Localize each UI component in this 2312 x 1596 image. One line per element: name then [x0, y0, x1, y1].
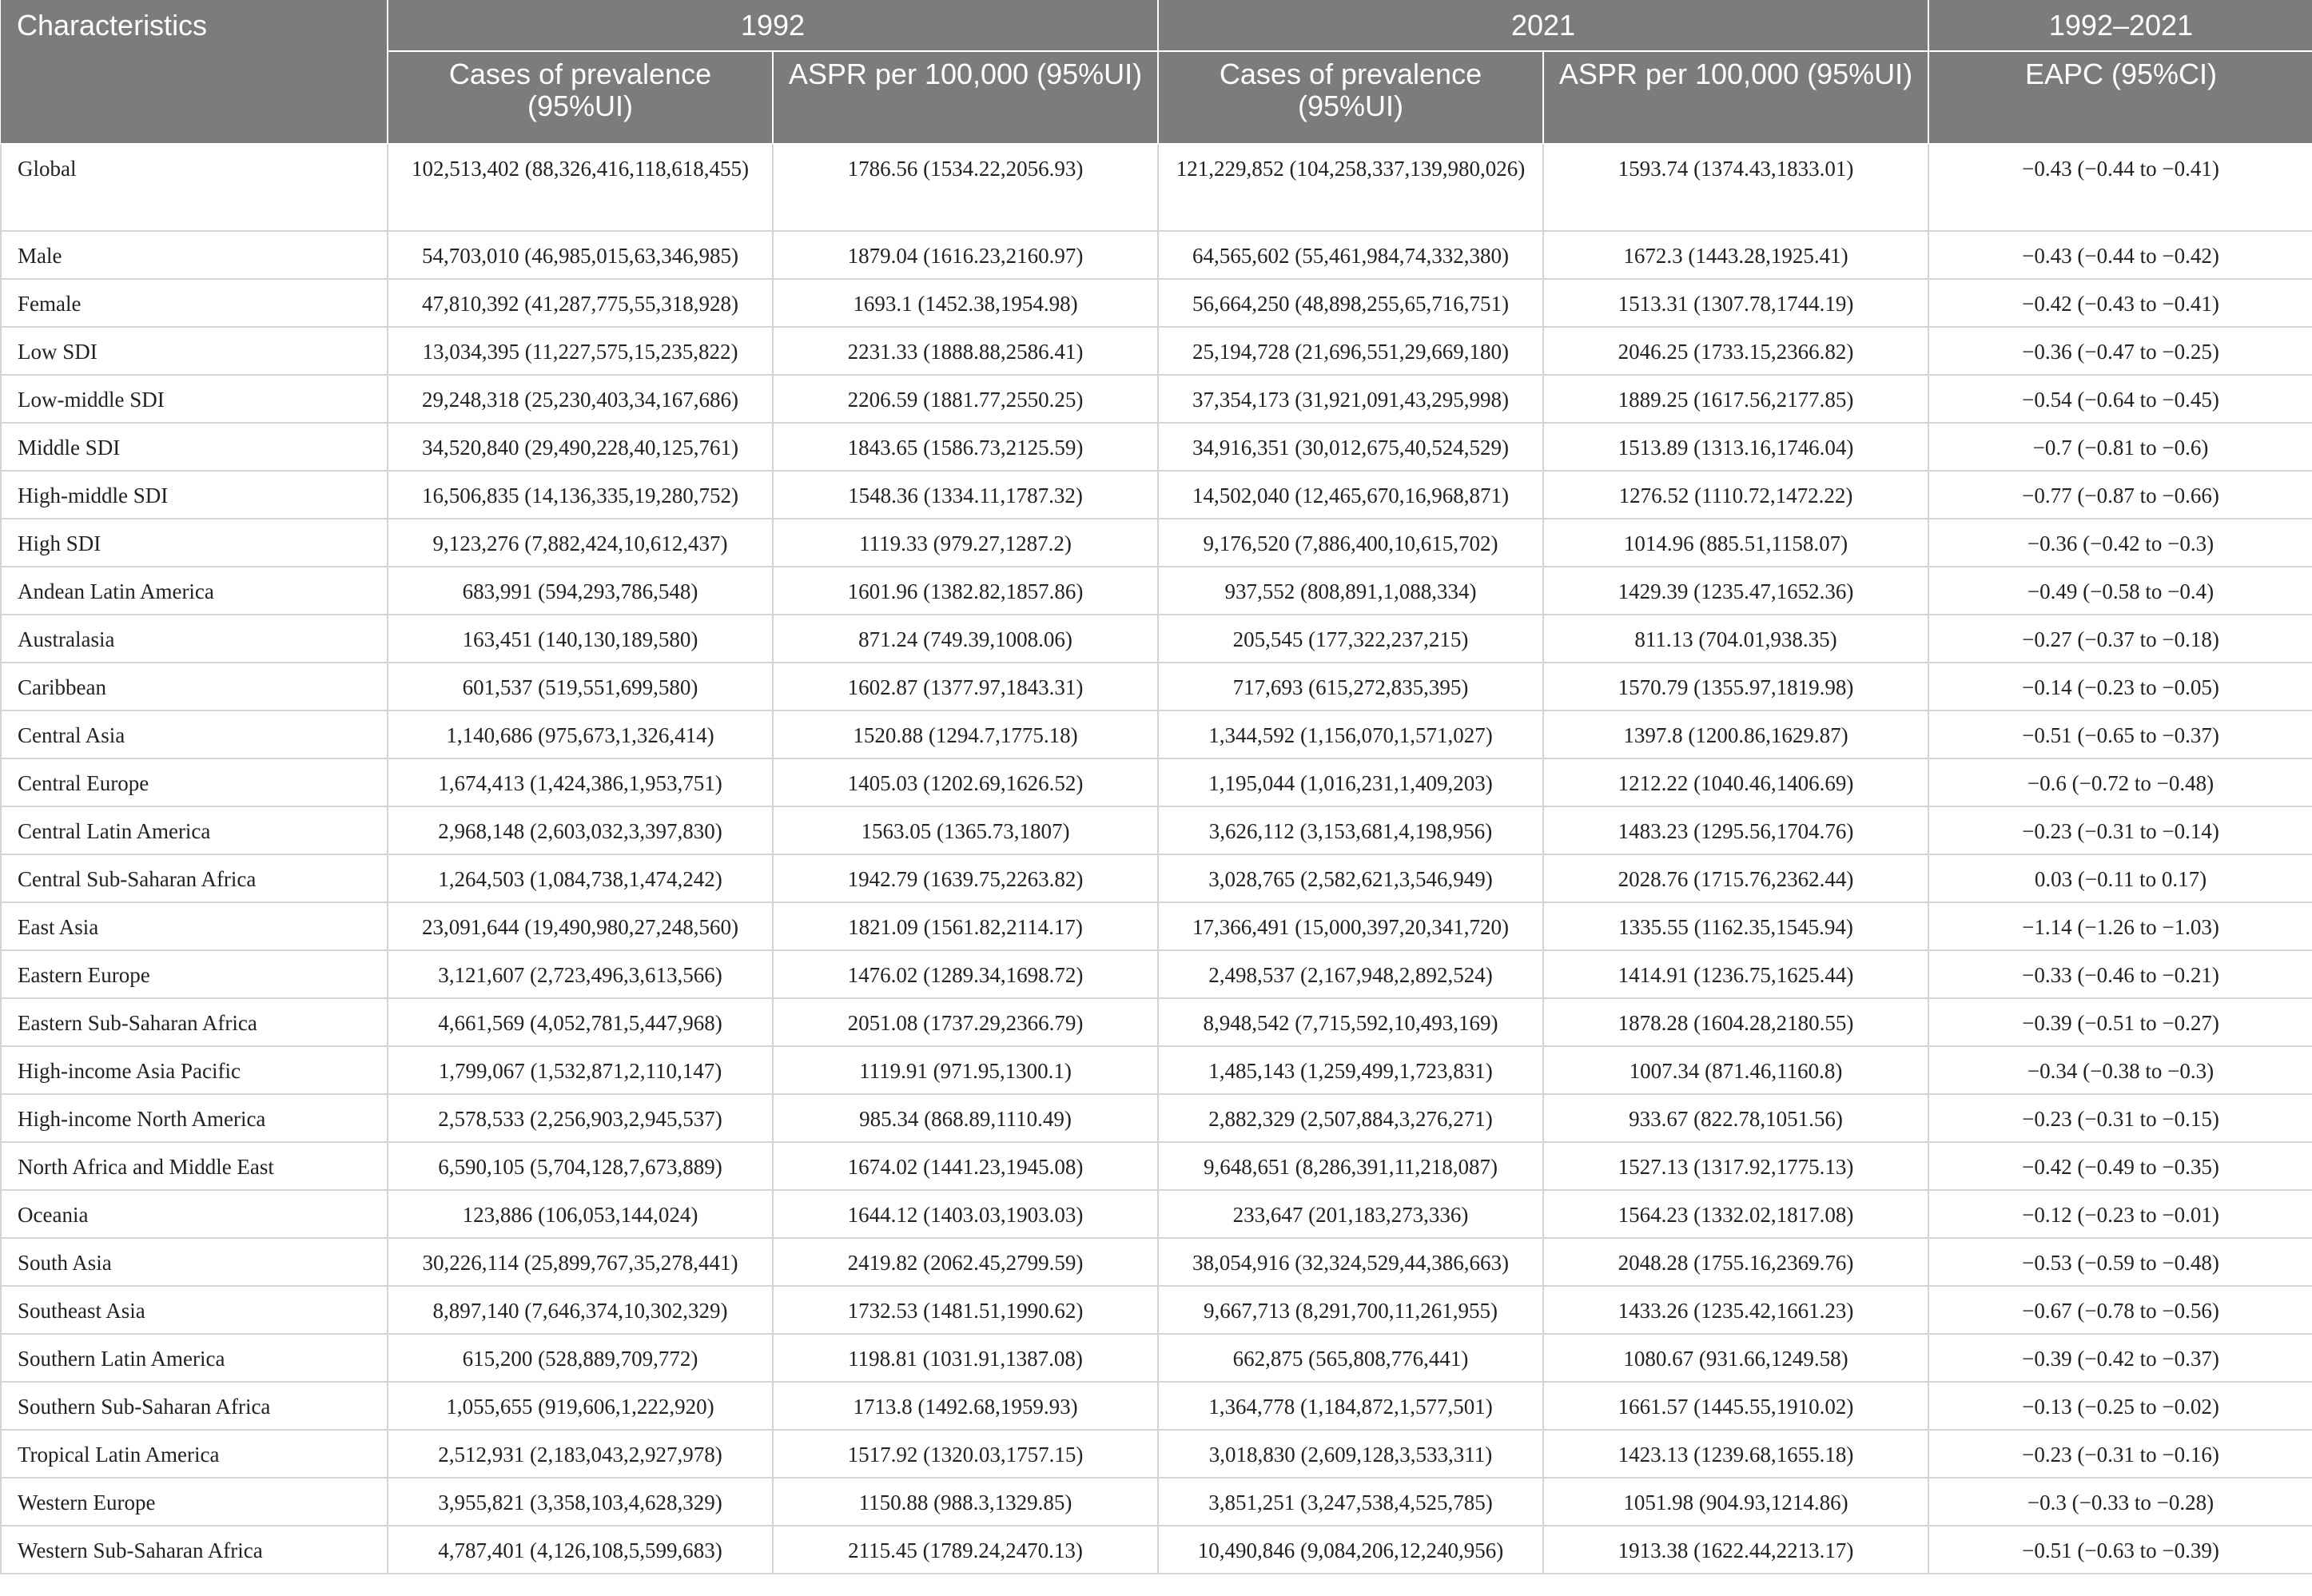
cell-eapc: −0.7 (−0.81 to −0.6) — [1928, 423, 2312, 471]
cell-cases-2021: 34,916,351 (30,012,675,40,524,529) — [1158, 423, 1543, 471]
cell-eapc: −0.39 (−0.51 to −0.27) — [1928, 998, 2312, 1046]
cell-aspr-1992: 2051.08 (1737.29,2366.79) — [773, 998, 1158, 1046]
cell-aspr-1992: 1119.33 (979.27,1287.2) — [773, 519, 1158, 567]
cell-aspr-2021: 1014.96 (885.51,1158.07) — [1543, 519, 1928, 567]
table-row — [1, 327, 2312, 375]
cell-aspr-1992: 1602.87 (1377.97,1843.31) — [773, 663, 1158, 710]
cell-eapc: 0.03 (−0.11 to 0.17) — [1928, 854, 2312, 902]
cell-cases-2021: 121,229,852 (104,258,337,139,980,026) — [1158, 144, 1543, 231]
cell-eapc: −0.42 (−0.49 to −0.35) — [1928, 1142, 2312, 1190]
cell-cases-2021: 1,485,143 (1,259,499,1,723,831) — [1158, 1046, 1543, 1094]
cell-eapc: −0.23 (−0.31 to −0.14) — [1928, 806, 2312, 854]
table-row — [1, 663, 2312, 710]
cell-aspr-2021: 2046.25 (1733.15,2366.82) — [1543, 327, 1928, 375]
cell-cases-1992: 2,512,931 (2,183,043,2,927,978) — [388, 1430, 773, 1478]
cell-cases-2021: 64,565,602 (55,461,984,74,332,380) — [1158, 231, 1543, 279]
row-characteristic: High-income Asia Pacific — [1, 1046, 388, 1094]
table-row — [1, 1382, 2312, 1430]
cell-cases-2021: 233,647 (201,183,273,336) — [1158, 1190, 1543, 1238]
cell-aspr-1992: 1942.79 (1639.75,2263.82) — [773, 854, 1158, 902]
cell-aspr-2021: 1007.34 (871.46,1160.8) — [1543, 1046, 1928, 1094]
cell-aspr-2021: 1593.74 (1374.43,1833.01) — [1543, 144, 1928, 231]
table-row — [1, 615, 2312, 663]
row-characteristic: High SDI — [1, 519, 388, 567]
row-characteristic: Eastern Europe — [1, 950, 388, 998]
cell-aspr-2021: 2048.28 (1755.16,2369.76) — [1543, 1238, 1928, 1286]
cell-aspr-2021: 1414.91 (1236.75,1625.44) — [1543, 950, 1928, 998]
cell-cases-1992: 615,200 (528,889,709,772) — [388, 1334, 773, 1382]
cell-cases-1992: 54,703,010 (46,985,015,63,346,985) — [388, 231, 773, 279]
table-row — [1, 806, 2312, 854]
cell-aspr-1992: 1786.56 (1534.22,2056.93) — [773, 144, 1158, 231]
cell-aspr-2021: 1564.23 (1332.02,1817.08) — [1543, 1190, 1928, 1238]
row-characteristic: Central Asia — [1, 710, 388, 758]
cell-eapc: −0.14 (−0.23 to −0.05) — [1928, 663, 2312, 710]
cell-cases-2021: 38,054,916 (32,324,529,44,386,663) — [1158, 1238, 1543, 1286]
table-row — [1, 144, 2312, 231]
table-row — [1, 1142, 2312, 1190]
cell-cases-1992: 123,886 (106,053,144,024) — [388, 1190, 773, 1238]
table-row — [1, 375, 2312, 423]
row-characteristic: Male — [1, 231, 388, 279]
cell-aspr-1992: 1548.36 (1334.11,1787.32) — [773, 471, 1158, 519]
cell-eapc: −0.51 (−0.63 to −0.39) — [1928, 1526, 2312, 1574]
cell-eapc: −0.34 (−0.38 to −0.3) — [1928, 1046, 2312, 1094]
cell-cases-1992: 1,264,503 (1,084,738,1,474,242) — [388, 854, 773, 902]
cell-eapc: −0.49 (−0.58 to −0.4) — [1928, 567, 2312, 615]
table-row — [1, 1094, 2312, 1142]
cell-cases-1992: 8,897,140 (7,646,374,10,302,329) — [388, 1286, 773, 1334]
cell-eapc: −0.53 (−0.59 to −0.48) — [1928, 1238, 2312, 1286]
cell-aspr-2021: 1672.3 (1443.28,1925.41) — [1543, 231, 1928, 279]
cell-eapc: −0.23 (−0.31 to −0.16) — [1928, 1430, 2312, 1478]
header-year-2021: 2021 — [1158, 0, 1928, 51]
cell-aspr-2021: 1051.98 (904.93,1214.86) — [1543, 1478, 1928, 1526]
cell-cases-2021: 3,028,765 (2,582,621,3,546,949) — [1158, 854, 1543, 902]
cell-eapc: −0.23 (−0.31 to −0.15) — [1928, 1094, 2312, 1142]
cell-cases-1992: 683,991 (594,293,786,548) — [388, 567, 773, 615]
cell-cases-2021: 1,364,778 (1,184,872,1,577,501) — [1158, 1382, 1543, 1430]
cell-aspr-2021: 1570.79 (1355.97,1819.98) — [1543, 663, 1928, 710]
cell-aspr-1992: 1563.05 (1365.73,1807) — [773, 806, 1158, 854]
table-row — [1, 1430, 2312, 1478]
row-characteristic: Western Europe — [1, 1478, 388, 1526]
cell-cases-1992: 16,506,835 (14,136,335,19,280,752) — [388, 471, 773, 519]
cell-cases-2021: 8,948,542 (7,715,592,10,493,169) — [1158, 998, 1543, 1046]
row-characteristic: Australasia — [1, 615, 388, 663]
cell-cases-2021: 205,545 (177,322,237,215) — [1158, 615, 1543, 663]
cell-aspr-2021: 1513.89 (1313.16,1746.04) — [1543, 423, 1928, 471]
cell-eapc: −0.36 (−0.47 to −0.25) — [1928, 327, 2312, 375]
cell-aspr-1992: 1693.1 (1452.38,1954.98) — [773, 279, 1158, 327]
cell-cases-2021: 2,498,537 (2,167,948,2,892,524) — [1158, 950, 1543, 998]
cell-cases-1992: 3,121,607 (2,723,496,3,613,566) — [388, 950, 773, 998]
cell-cases-2021: 14,502,040 (12,465,670,16,968,871) — [1158, 471, 1543, 519]
cell-cases-1992: 163,451 (140,130,189,580) — [388, 615, 773, 663]
row-characteristic: East Asia — [1, 902, 388, 950]
row-characteristic: South Asia — [1, 1238, 388, 1286]
cell-aspr-2021: 933.67 (822.78,1051.56) — [1543, 1094, 1928, 1142]
cell-eapc: −0.27 (−0.37 to −0.18) — [1928, 615, 2312, 663]
row-characteristic: Tropical Latin America — [1, 1430, 388, 1478]
cell-aspr-1992: 1476.02 (1289.34,1698.72) — [773, 950, 1158, 998]
header-cases-2021: Cases of prevalence (95%UI) — [1158, 51, 1543, 144]
cell-eapc: −0.39 (−0.42 to −0.37) — [1928, 1334, 2312, 1382]
cell-aspr-1992: 2206.59 (1881.77,2550.25) — [773, 375, 1158, 423]
cell-aspr-1992: 985.34 (868.89,1110.49) — [773, 1094, 1158, 1142]
header-aspr-2021: ASPR per 100,000 (95%UI) — [1543, 51, 1928, 144]
header-aspr-1992: ASPR per 100,000 (95%UI) — [773, 51, 1158, 144]
cell-aspr-2021: 1276.52 (1110.72,1472.22) — [1543, 471, 1928, 519]
cell-aspr-2021: 1335.55 (1162.35,1545.94) — [1543, 902, 1928, 950]
table-header — [1, 0, 2312, 144]
cell-eapc: −1.14 (−1.26 to −1.03) — [1928, 902, 2312, 950]
cell-aspr-2021: 1212.22 (1040.46,1406.69) — [1543, 758, 1928, 806]
row-characteristic: Southern Sub-Saharan Africa — [1, 1382, 388, 1430]
cell-cases-2021: 17,366,491 (15,000,397,20,341,720) — [1158, 902, 1543, 950]
cell-aspr-2021: 1080.67 (931.66,1249.58) — [1543, 1334, 1928, 1382]
cell-aspr-1992: 1198.81 (1031.91,1387.08) — [773, 1334, 1158, 1382]
cell-aspr-1992: 1644.12 (1403.03,1903.03) — [773, 1190, 1158, 1238]
cell-cases-2021: 10,490,846 (9,084,206,12,240,956) — [1158, 1526, 1543, 1574]
cell-aspr-2021: 1878.28 (1604.28,2180.55) — [1543, 998, 1928, 1046]
cell-cases-2021: 3,626,112 (3,153,681,4,198,956) — [1158, 806, 1543, 854]
header-eapc: EAPC (95%CI) — [1928, 51, 2312, 144]
cell-eapc: −0.3 (−0.33 to −0.28) — [1928, 1478, 2312, 1526]
cell-cases-1992: 9,123,276 (7,882,424,10,612,437) — [388, 519, 773, 567]
cell-eapc: −0.36 (−0.42 to −0.3) — [1928, 519, 2312, 567]
header-characteristics: Characteristics — [1, 0, 388, 144]
cell-cases-1992: 1,799,067 (1,532,871,2,110,147) — [388, 1046, 773, 1094]
table-row — [1, 279, 2312, 327]
row-characteristic: Eastern Sub-Saharan Africa — [1, 998, 388, 1046]
cell-cases-2021: 717,693 (615,272,835,395) — [1158, 663, 1543, 710]
header-cases-1992: Cases of prevalence (95%UI) — [388, 51, 773, 144]
cell-aspr-2021: 1433.26 (1235.42,1661.23) — [1543, 1286, 1928, 1334]
cell-cases-2021: 1,195,044 (1,016,231,1,409,203) — [1158, 758, 1543, 806]
table-row — [1, 519, 2312, 567]
table-row — [1, 1286, 2312, 1334]
cell-aspr-1992: 2231.33 (1888.88,2586.41) — [773, 327, 1158, 375]
header-range: 1992–2021 — [1928, 0, 2312, 51]
table-row — [1, 1478, 2312, 1526]
cell-cases-1992: 2,968,148 (2,603,032,3,397,830) — [388, 806, 773, 854]
row-characteristic: North Africa and Middle East — [1, 1142, 388, 1190]
cell-cases-2021: 2,882,329 (2,507,884,3,276,271) — [1158, 1094, 1543, 1142]
cell-aspr-1992: 2115.45 (1789.24,2470.13) — [773, 1526, 1158, 1574]
cell-cases-1992: 34,520,840 (29,490,228,40,125,761) — [388, 423, 773, 471]
cell-aspr-2021: 811.13 (704.01,938.35) — [1543, 615, 1928, 663]
cell-cases-1992: 2,578,533 (2,256,903,2,945,537) — [388, 1094, 773, 1142]
table-row — [1, 950, 2312, 998]
table-row — [1, 902, 2312, 950]
cell-aspr-1992: 1517.92 (1320.03,1757.15) — [773, 1430, 1158, 1478]
table-row — [1, 1238, 2312, 1286]
cell-eapc: −0.33 (−0.46 to −0.21) — [1928, 950, 2312, 998]
row-characteristic: High-income North America — [1, 1094, 388, 1142]
row-characteristic: Female — [1, 279, 388, 327]
table-row — [1, 471, 2312, 519]
header-year-1992: 1992 — [388, 0, 1158, 51]
cell-aspr-2021: 1527.13 (1317.92,1775.13) — [1543, 1142, 1928, 1190]
cell-aspr-2021: 1913.38 (1622.44,2213.17) — [1543, 1526, 1928, 1574]
cell-aspr-1992: 1150.88 (988.3,1329.85) — [773, 1478, 1158, 1526]
cell-eapc: −0.13 (−0.25 to −0.02) — [1928, 1382, 2312, 1430]
cell-aspr-2021: 2028.76 (1715.76,2362.44) — [1543, 854, 1928, 902]
row-characteristic: Central Sub-Saharan Africa — [1, 854, 388, 902]
cell-aspr-2021: 1661.57 (1445.55,1910.02) — [1543, 1382, 1928, 1430]
table-body — [1, 144, 2312, 1574]
table-row — [1, 854, 2312, 902]
cell-cases-2021: 9,176,520 (7,886,400,10,615,702) — [1158, 519, 1543, 567]
row-characteristic: Southern Latin America — [1, 1334, 388, 1382]
cell-aspr-1992: 1405.03 (1202.69,1626.52) — [773, 758, 1158, 806]
row-characteristic: Caribbean — [1, 663, 388, 710]
row-characteristic: Middle SDI — [1, 423, 388, 471]
row-characteristic: Southeast Asia — [1, 1286, 388, 1334]
cell-cases-2021: 662,875 (565,808,776,441) — [1158, 1334, 1543, 1382]
cell-eapc: −0.77 (−0.87 to −0.66) — [1928, 471, 2312, 519]
cell-cases-1992: 30,226,114 (25,899,767,35,278,441) — [388, 1238, 773, 1286]
cell-cases-1992: 6,590,105 (5,704,128,7,673,889) — [388, 1142, 773, 1190]
cell-eapc: −0.67 (−0.78 to −0.56) — [1928, 1286, 2312, 1334]
cell-aspr-1992: 1520.88 (1294.7,1775.18) — [773, 710, 1158, 758]
cell-aspr-1992: 1821.09 (1561.82,2114.17) — [773, 902, 1158, 950]
cell-cases-1992: 1,140,686 (975,673,1,326,414) — [388, 710, 773, 758]
table-row — [1, 231, 2312, 279]
cell-cases-2021: 937,552 (808,891,1,088,334) — [1158, 567, 1543, 615]
cell-aspr-1992: 1843.65 (1586.73,2125.59) — [773, 423, 1158, 471]
table-row — [1, 1046, 2312, 1094]
cell-aspr-1992: 2419.82 (2062.45,2799.59) — [773, 1238, 1158, 1286]
cell-aspr-2021: 1483.23 (1295.56,1704.76) — [1543, 806, 1928, 854]
cell-aspr-1992: 1601.96 (1382.82,1857.86) — [773, 567, 1158, 615]
row-characteristic: Western Sub-Saharan Africa — [1, 1526, 388, 1574]
cell-cases-1992: 13,034,395 (11,227,575,15,235,822) — [388, 327, 773, 375]
cell-eapc: −0.42 (−0.43 to −0.41) — [1928, 279, 2312, 327]
cell-eapc: −0.51 (−0.65 to −0.37) — [1928, 710, 2312, 758]
row-characteristic: Central Europe — [1, 758, 388, 806]
cell-cases-2021: 3,851,251 (3,247,538,4,525,785) — [1158, 1478, 1543, 1526]
cell-cases-1992: 4,787,401 (4,126,108,5,599,683) — [388, 1526, 773, 1574]
cell-aspr-1992: 1732.53 (1481.51,1990.62) — [773, 1286, 1158, 1334]
row-characteristic: Low SDI — [1, 327, 388, 375]
cell-cases-2021: 37,354,173 (31,921,091,43,295,998) — [1158, 375, 1543, 423]
table-row — [1, 567, 2312, 615]
row-characteristic: Low-middle SDI — [1, 375, 388, 423]
row-characteristic: Central Latin America — [1, 806, 388, 854]
row-characteristic: Global — [1, 144, 388, 231]
table-row — [1, 1526, 2312, 1574]
cell-aspr-1992: 1713.8 (1492.68,1959.93) — [773, 1382, 1158, 1430]
cell-cases-2021: 56,664,250 (48,898,255,65,716,751) — [1158, 279, 1543, 327]
cell-cases-1992: 1,055,655 (919,606,1,222,920) — [388, 1382, 773, 1430]
cell-eapc: −0.43 (−0.44 to −0.41) — [1928, 144, 2312, 231]
cell-cases-1992: 29,248,318 (25,230,403,34,167,686) — [388, 375, 773, 423]
row-characteristic: Oceania — [1, 1190, 388, 1238]
table-row — [1, 710, 2312, 758]
cell-cases-2021: 1,344,592 (1,156,070,1,571,027) — [1158, 710, 1543, 758]
row-characteristic: Andean Latin America — [1, 567, 388, 615]
cell-eapc: −0.6 (−0.72 to −0.48) — [1928, 758, 2312, 806]
cell-cases-2021: 9,667,713 (8,291,700,11,261,955) — [1158, 1286, 1543, 1334]
cell-cases-1992: 23,091,644 (19,490,980,27,248,560) — [388, 902, 773, 950]
table-row — [1, 998, 2312, 1046]
cell-eapc: −0.43 (−0.44 to −0.42) — [1928, 231, 2312, 279]
cell-cases-1992: 102,513,402 (88,326,416,118,618,455) — [388, 144, 773, 231]
cell-aspr-1992: 871.24 (749.39,1008.06) — [773, 615, 1158, 663]
table-row — [1, 758, 2312, 806]
table-row — [1, 1190, 2312, 1238]
cell-aspr-2021: 1513.31 (1307.78,1744.19) — [1543, 279, 1928, 327]
cell-cases-2021: 25,194,728 (21,696,551,29,669,180) — [1158, 327, 1543, 375]
cell-aspr-2021: 1429.39 (1235.47,1652.36) — [1543, 567, 1928, 615]
row-characteristic: High-middle SDI — [1, 471, 388, 519]
table-row — [1, 423, 2312, 471]
cell-aspr-2021: 1889.25 (1617.56,2177.85) — [1543, 375, 1928, 423]
cell-aspr-1992: 1674.02 (1441.23,1945.08) — [773, 1142, 1158, 1190]
cell-cases-1992: 601,537 (519,551,699,580) — [388, 663, 773, 710]
cell-aspr-2021: 1397.8 (1200.86,1629.87) — [1543, 710, 1928, 758]
cell-cases-2021: 3,018,830 (2,609,128,3,533,311) — [1158, 1430, 1543, 1478]
cell-cases-2021: 9,648,651 (8,286,391,11,218,087) — [1158, 1142, 1543, 1190]
cell-cases-1992: 47,810,392 (41,287,775,55,318,928) — [388, 279, 773, 327]
cell-cases-1992: 1,674,413 (1,424,386,1,953,751) — [388, 758, 773, 806]
cell-eapc: −0.54 (−0.64 to −0.45) — [1928, 375, 2312, 423]
table-row — [1, 1334, 2312, 1382]
cell-cases-1992: 4,661,569 (4,052,781,5,447,968) — [388, 998, 773, 1046]
cell-aspr-1992: 1879.04 (1616.23,2160.97) — [773, 231, 1158, 279]
cell-cases-1992: 3,955,821 (3,358,103,4,628,329) — [388, 1478, 773, 1526]
cell-aspr-2021: 1423.13 (1239.68,1655.18) — [1543, 1430, 1928, 1478]
cell-eapc: −0.12 (−0.23 to −0.01) — [1928, 1190, 2312, 1238]
cell-aspr-1992: 1119.91 (971.95,1300.1) — [773, 1046, 1158, 1094]
